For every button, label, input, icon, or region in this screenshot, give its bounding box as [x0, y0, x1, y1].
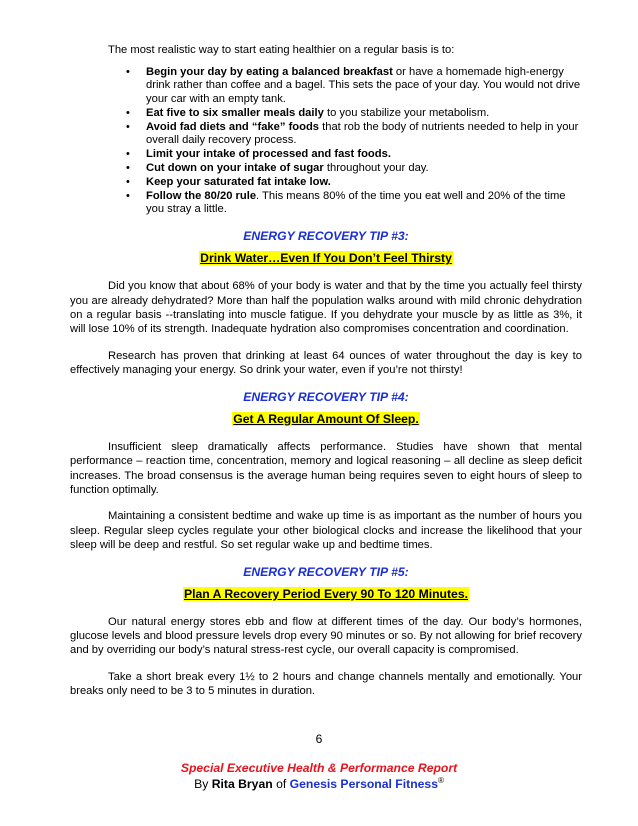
registered-mark: ®: [437, 775, 444, 785]
tip-subtitle-wrap: [70, 586, 582, 603]
bullet-text: to you stabilize your metabolism.: [323, 106, 490, 119]
body-paragraph: Our natural energy stores ebb and flow at different times of the day. Our body’s hormones, glucose levels and blood pressure levels drop every 90 minutes or so. By not allowing for brief recovery and by overriding our body’s natural stress-rest cycle, our overall capacity is compromised.: [70, 615, 582, 657]
company-name: Genesis Personal Fitness: [289, 777, 438, 791]
tip-heading: ENERGY RECOVERY TIP #5:: [243, 564, 409, 579]
list-item: [146, 162, 582, 176]
tip-section-5: [70, 565, 582, 699]
tip-section-4: [70, 390, 582, 553]
intro-text: The most realistic way to start eating healthier on a regular basis is to:: [108, 44, 455, 56]
list-item: [146, 190, 582, 218]
tip-heading: ENERGY RECOVERY TIP #3:: [243, 229, 409, 244]
bullet-bold-text: Keep your saturated fat intake low.: [146, 175, 331, 188]
bullet-bold-text: Limit your intake of processed and fast foods.: [146, 148, 391, 161]
body-paragraph: Take a short break every 1½ to 2 hours and change channels mentally and emotionally. Your breaks only need to be 3 to 5 minutes in duration.: [70, 670, 582, 698]
tip-subtitle-wrap: [70, 411, 582, 428]
bullet-bold-text: Eat five to six smaller meals daily: [146, 106, 324, 119]
page-number: 6: [315, 732, 323, 746]
report-title: Special Executive Health & Performance Report: [180, 761, 458, 775]
bullet-bold-text: Avoid fad diets and “fake” foods: [146, 120, 320, 133]
bullet-bold-text: Cut down on your intake of sugar: [146, 162, 324, 175]
eating-tips-list: [70, 66, 582, 218]
body-paragraph: Maintaining a consistent bedtime and wake up time is as important as the number of hours you sleep. Regular sleep cycles regulate your other biological clocks and increase the likelihood that your sleep will be deep and restful. So set regular wake up and bedtime times.: [70, 510, 582, 552]
author-line: [0, 777, 638, 791]
tip-subtitle: Drink Water…Even If You Don’t Feel Thirsty: [200, 251, 452, 266]
tip-heading: ENERGY RECOVERY TIP #4:: [243, 389, 409, 404]
tip-subtitle: Plan A Recovery Period Every 90 To 120 Minutes.: [183, 586, 469, 601]
tip-subtitle: Get A Regular Amount Of Sleep.: [233, 411, 419, 426]
bullet-bold-text: Begin your day by eating a balanced breakfast: [146, 65, 393, 78]
body-paragraph: Research has proven that drinking at least 64 ounces of water throughout the day is key to effectively managing your energy. So drink your water, even if you’re not thirsty!: [70, 349, 582, 377]
author-name: Rita Bryan: [211, 777, 273, 791]
body-paragraph: Insufficient sleep dramatically affects performance. Studies have shown that mental performance – reaction time, concentration, memory and logical reasoning – all decline as sleep deficit increases. The broad consensus is the average human being requires seven to eight hours of sleep to function optimally.: [70, 440, 582, 496]
bullet-text: throughout your day.: [323, 162, 429, 175]
list-item: [146, 66, 582, 107]
list-item: [146, 121, 582, 149]
tip-subtitle-wrap: [70, 250, 582, 267]
list-item: [146, 107, 582, 121]
list-item: [146, 176, 582, 190]
bullet-text: or have a homemade high-energy drink rather than coffee and a bagel. This sets the pace of your day. You would not drive your car with an empty tank.: [146, 65, 581, 106]
by-text: By: [194, 777, 212, 791]
of-text: of: [272, 777, 290, 791]
bullet-text: . This means 80% of the time you eat well and 20% of the time you stray a little.: [146, 189, 566, 216]
tip-section-3: [70, 229, 582, 377]
bullet-bold-text: Follow the 80/20 rule: [146, 189, 257, 202]
bullet-text: that rob the body of nutrients needed to help in your overall daily recovery process.: [146, 120, 579, 147]
body-paragraph: Did you know that about 68% of your body is water and that by the time you actually feel thirsty you are already dehydrated? More than half the population walks around with mild chronic dehydration on a regular basis --translating into muscle fatigue. If you dehydrate your muscle by as little as 3%, it will lose 10% of its strength. Inadequate hydration also compromises concentration and coordination.: [70, 280, 582, 336]
list-item: [146, 148, 582, 162]
